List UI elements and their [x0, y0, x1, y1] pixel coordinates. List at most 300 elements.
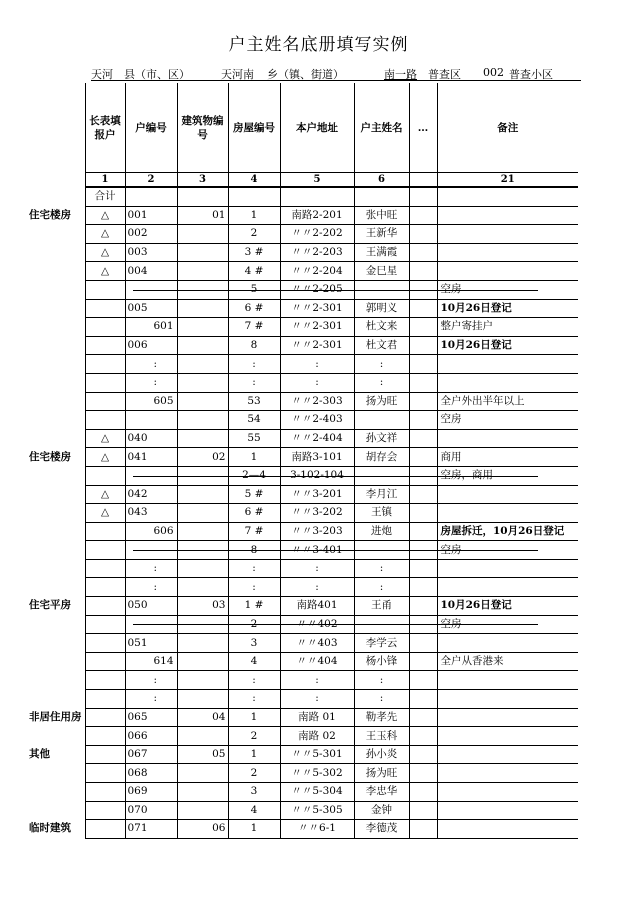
- householder-name: 金巳星: [354, 262, 409, 281]
- household-no: 614: [125, 652, 177, 671]
- table-row: [27, 392, 578, 411]
- address: 〃〃2-203: [280, 243, 354, 262]
- area-prefix: 南一路: [384, 68, 417, 81]
- col-number: 4: [228, 173, 280, 188]
- householder-name: 李月江: [354, 485, 409, 504]
- long-form-mark: [85, 764, 125, 783]
- ellipsis-cell: [409, 708, 437, 727]
- table-row: [27, 597, 578, 616]
- table-row: [27, 448, 578, 467]
- building-no: 02: [177, 448, 228, 467]
- long-form-mark: [85, 671, 125, 690]
- header-row: [27, 83, 578, 173]
- building-no: [177, 225, 228, 244]
- long-form-mark: [85, 336, 125, 355]
- remarks: [437, 504, 578, 523]
- ellipsis-cell: [409, 262, 437, 281]
- ellipsis-cell: [409, 745, 437, 764]
- township-label: 乡（镇、街道）: [267, 68, 344, 81]
- long-form-mark: 合计: [85, 187, 125, 206]
- building-no: [177, 578, 228, 597]
- address: 〃〃6-1: [280, 820, 354, 839]
- address: 南路 02: [280, 727, 354, 746]
- header-householder-name: 户主姓名: [354, 83, 409, 173]
- household-no: 001: [125, 206, 177, 225]
- building-no: [177, 522, 228, 541]
- ellipsis-cell: [409, 206, 437, 225]
- address: 〃〃2-404: [280, 429, 354, 448]
- long-form-mark: [85, 820, 125, 839]
- county-label: 县（市、区）: [124, 68, 190, 81]
- category: [27, 801, 85, 820]
- household-no: 050: [125, 597, 177, 616]
- col-number: [409, 173, 437, 188]
- householder-name: 金钟: [354, 801, 409, 820]
- area-label: 普查区: [428, 68, 461, 81]
- household-register-table: [27, 83, 578, 839]
- building-no: [177, 187, 228, 206]
- table-row: [27, 690, 578, 709]
- long-form-mark: △: [85, 225, 125, 244]
- table-row: [27, 411, 578, 430]
- table-row: [27, 634, 578, 653]
- remarks: 空房: [437, 541, 578, 560]
- col-number: 3: [177, 173, 228, 188]
- householder-name: 孙小炎: [354, 745, 409, 764]
- category: 住宅楼房: [29, 450, 71, 463]
- ellipsis-cell: [409, 299, 437, 318]
- building-no: [177, 634, 228, 653]
- small-area-code: 002: [483, 66, 504, 79]
- ellipsis-cell: [409, 411, 437, 430]
- household-no: 071: [125, 820, 177, 839]
- building-no: [177, 243, 228, 262]
- household-no: [125, 187, 177, 206]
- header-household-no: 户编号: [125, 83, 177, 173]
- householder-name: 杨小锋: [354, 652, 409, 671]
- page-title: 户主姓名底册填写实例: [228, 35, 409, 55]
- ellipsis-cell: [409, 559, 437, 578]
- category: [27, 522, 85, 541]
- household-no: 006: [125, 336, 177, 355]
- address: 〃〃2-204: [280, 262, 354, 281]
- table-row: [27, 764, 578, 783]
- house-no: 4: [228, 801, 280, 820]
- remarks: [437, 820, 578, 839]
- township-name: 天河南: [221, 68, 254, 81]
- category: [27, 485, 85, 504]
- category: 其他: [29, 748, 50, 761]
- remarks: [437, 783, 578, 802]
- ellipsis-cell: [409, 243, 437, 262]
- householder-name: [354, 187, 409, 206]
- ellipsis-cell: [409, 355, 437, 374]
- long-form-mark: [85, 727, 125, 746]
- house-no: 2: [228, 764, 280, 783]
- address: 〃〃3-202: [280, 504, 354, 523]
- house-no: 3: [228, 634, 280, 653]
- table-row: [27, 299, 578, 318]
- household-no: 070: [125, 801, 177, 820]
- category: [27, 299, 85, 318]
- address: 南路 01: [280, 708, 354, 727]
- remarks: [437, 243, 578, 262]
- household-no: :: [125, 690, 177, 709]
- householder-name: 王满霞: [354, 243, 409, 262]
- house-no: 1: [228, 820, 280, 839]
- building-no: [177, 764, 228, 783]
- small-area-label: 普查小区: [509, 68, 553, 81]
- ellipsis-cell: [409, 652, 437, 671]
- address: 南路401: [280, 597, 354, 616]
- householder-name: :: [354, 355, 409, 374]
- long-form-mark: [85, 578, 125, 597]
- address: 〃〃2-301: [280, 299, 354, 318]
- building-no: 03: [177, 597, 228, 616]
- address: 〃〃3-203: [280, 522, 354, 541]
- household-no: :: [125, 559, 177, 578]
- ellipsis-cell: [409, 783, 437, 802]
- house-no: :: [228, 559, 280, 578]
- house-no: 6 #: [228, 299, 280, 318]
- house-no: 7 #: [228, 522, 280, 541]
- ellipsis-cell: [409, 578, 437, 597]
- household-no: 002: [125, 225, 177, 244]
- category: [27, 262, 85, 281]
- remarks: 整户寄挂户: [437, 318, 578, 337]
- address: 〃〃2-202: [280, 225, 354, 244]
- ellipsis-cell: [409, 522, 437, 541]
- householder-name: 杜文君: [354, 336, 409, 355]
- col-number: 5: [280, 173, 354, 188]
- header-long-form: 长表填报户: [85, 83, 125, 173]
- table-row: [27, 187, 578, 206]
- long-form-mark: [85, 745, 125, 764]
- long-form-mark: [85, 690, 125, 709]
- header-building-no: 建筑物编号: [177, 83, 228, 173]
- address: :: [280, 355, 354, 374]
- building-no: [177, 504, 228, 523]
- table-row: [27, 504, 578, 523]
- table-row: [27, 262, 578, 281]
- category: [27, 690, 85, 709]
- category: 非居住用房: [29, 710, 82, 723]
- remarks: [437, 262, 578, 281]
- remarks: 10月26日登记: [437, 597, 578, 616]
- category: [27, 392, 85, 411]
- building-no: [177, 429, 228, 448]
- category: [27, 373, 85, 392]
- location-line: [91, 66, 581, 81]
- building-no: [177, 262, 228, 281]
- table-row: [27, 429, 578, 448]
- remarks: [437, 559, 578, 578]
- category-header: [27, 83, 85, 173]
- remarks: 商用: [437, 448, 578, 467]
- house-no: 6 #: [228, 504, 280, 523]
- remarks: [437, 578, 578, 597]
- building-no: [177, 411, 228, 430]
- remarks: [437, 206, 578, 225]
- remarks: 全户外出半年以上: [437, 392, 578, 411]
- remarks: [437, 429, 578, 448]
- remarks: [437, 745, 578, 764]
- building-no: [177, 318, 228, 337]
- remarks: [437, 225, 578, 244]
- address: 3-102-104: [280, 466, 354, 485]
- address: 〃〃404: [280, 652, 354, 671]
- household-no: 067: [125, 745, 177, 764]
- house-no: 54: [228, 411, 280, 430]
- ellipsis-cell: [409, 429, 437, 448]
- address: :: [280, 671, 354, 690]
- table-row: [27, 318, 578, 337]
- householder-name: :: [354, 559, 409, 578]
- table-row: [27, 708, 578, 727]
- ellipsis-cell: [409, 485, 437, 504]
- strikethrough-line: [133, 476, 538, 477]
- col-number: 1: [85, 173, 125, 188]
- house-no: :: [228, 690, 280, 709]
- category: [27, 559, 85, 578]
- header-ellipsis: …: [409, 83, 437, 173]
- household-no: 051: [125, 634, 177, 653]
- householder-name: 王玉科: [354, 727, 409, 746]
- household-no: 041: [125, 448, 177, 467]
- ellipsis-cell: [409, 187, 437, 206]
- category: [27, 764, 85, 783]
- householder-name: 孙文祥: [354, 429, 409, 448]
- remarks: 房屋拆迁，10月26日登记: [437, 522, 578, 541]
- table-row: [27, 783, 578, 802]
- table-row: [27, 336, 578, 355]
- house-no: :: [228, 355, 280, 374]
- long-form-mark: △: [85, 262, 125, 281]
- long-form-mark: [85, 355, 125, 374]
- category: [27, 652, 85, 671]
- household-no: 005: [125, 299, 177, 318]
- house-no: 1: [228, 206, 280, 225]
- household-no: :: [125, 373, 177, 392]
- householder-name: 扬为旺: [354, 764, 409, 783]
- household-no: [125, 411, 177, 430]
- building-no: [177, 690, 228, 709]
- house-no: 5: [228, 280, 280, 299]
- ellipsis-cell: [409, 373, 437, 392]
- building-no: [177, 783, 228, 802]
- category-number-cell: [27, 173, 85, 188]
- category: [27, 783, 85, 802]
- table-row: [27, 801, 578, 820]
- householder-name: 王新华: [354, 225, 409, 244]
- householder-name: 李学云: [354, 634, 409, 653]
- house-no: 8: [228, 336, 280, 355]
- remarks: 10月26日登记: [437, 336, 578, 355]
- house-no: 5 #: [228, 485, 280, 504]
- household-no: 068: [125, 764, 177, 783]
- table-row: [27, 522, 578, 541]
- remarks: 空房，商用: [437, 466, 578, 485]
- table-row: [27, 671, 578, 690]
- householder-name: 扬为旺: [354, 392, 409, 411]
- address: 〃〃3-401: [280, 541, 354, 560]
- remarks: 空房: [437, 280, 578, 299]
- ellipsis-cell: [409, 504, 437, 523]
- long-form-mark: [85, 373, 125, 392]
- household-no: 004: [125, 262, 177, 281]
- long-form-mark: △: [85, 429, 125, 448]
- remarks: [437, 764, 578, 783]
- long-form-mark: [85, 652, 125, 671]
- house-no: 7 #: [228, 318, 280, 337]
- long-form-mark: [85, 392, 125, 411]
- address: 〃〃2-303: [280, 392, 354, 411]
- house-no: :: [228, 578, 280, 597]
- remarks: [437, 801, 578, 820]
- long-form-mark: [85, 299, 125, 318]
- building-no: [177, 727, 228, 746]
- house-no: 2: [228, 615, 280, 634]
- address: 〃〃2-403: [280, 411, 354, 430]
- house-no: 3 #: [228, 243, 280, 262]
- remarks: 空房: [437, 411, 578, 430]
- long-form-mark: [85, 801, 125, 820]
- table-row: [27, 243, 578, 262]
- category: [27, 187, 85, 206]
- ellipsis-cell: [409, 764, 437, 783]
- remarks: 空房: [437, 615, 578, 634]
- long-form-mark: [85, 634, 125, 653]
- address: 南路3-101: [280, 448, 354, 467]
- householder-name: 李德茂: [354, 820, 409, 839]
- ellipsis-cell: [409, 671, 437, 690]
- householder-name: :: [354, 578, 409, 597]
- household-no: 043: [125, 504, 177, 523]
- category: 住宅平房: [29, 599, 71, 612]
- remarks: [437, 355, 578, 374]
- household-no: 606: [125, 522, 177, 541]
- household-no: 069: [125, 783, 177, 802]
- table-row: [27, 355, 578, 374]
- strikethrough-line: [133, 290, 538, 291]
- address: 〃〃402: [280, 615, 354, 634]
- long-form-mark: △: [85, 448, 125, 467]
- household-no: 066: [125, 727, 177, 746]
- table-row: [27, 820, 578, 839]
- remarks: [437, 708, 578, 727]
- building-no: [177, 559, 228, 578]
- address: 〃〃2-205: [280, 280, 354, 299]
- ellipsis-cell: [409, 336, 437, 355]
- category: [27, 504, 85, 523]
- category: [27, 429, 85, 448]
- address: 〃〃5-304: [280, 783, 354, 802]
- household-no: 003: [125, 243, 177, 262]
- long-form-mark: △: [85, 485, 125, 504]
- house-no: 1: [228, 708, 280, 727]
- house-no: 3: [228, 783, 280, 802]
- house-no: 53: [228, 392, 280, 411]
- long-form-mark: [85, 466, 125, 485]
- ellipsis-cell: [409, 801, 437, 820]
- ellipsis-cell: [409, 225, 437, 244]
- house-no: 2: [228, 225, 280, 244]
- col-number: 6: [354, 173, 409, 188]
- category: [27, 541, 85, 560]
- householder-name: 进炮: [354, 522, 409, 541]
- householder-name: 胡存会: [354, 448, 409, 467]
- category: [27, 243, 85, 262]
- remarks: [437, 634, 578, 653]
- household-no: 601: [125, 318, 177, 337]
- category: [27, 727, 85, 746]
- remarks: [437, 690, 578, 709]
- county-name: 天河: [91, 68, 113, 81]
- table-row: [27, 727, 578, 746]
- category: [27, 615, 85, 634]
- table-row: [27, 559, 578, 578]
- long-form-mark: [85, 708, 125, 727]
- ellipsis-cell: [409, 690, 437, 709]
- ellipsis-cell: [409, 727, 437, 746]
- householder-name: :: [354, 373, 409, 392]
- category: [27, 578, 85, 597]
- building-no: [177, 355, 228, 374]
- household-no: :: [125, 671, 177, 690]
- householder-name: 张中旺: [354, 206, 409, 225]
- householder-name: :: [354, 671, 409, 690]
- category: [27, 280, 85, 299]
- address: :: [280, 559, 354, 578]
- header-address: 本户地址: [280, 83, 354, 173]
- building-no: 05: [177, 745, 228, 764]
- house-no: 1: [228, 745, 280, 764]
- household-no: :: [125, 355, 177, 374]
- address: 〃〃2-301: [280, 336, 354, 355]
- remarks: 全户从香港来: [437, 652, 578, 671]
- long-form-mark: △: [85, 206, 125, 225]
- category: [27, 318, 85, 337]
- building-no: 06: [177, 820, 228, 839]
- householder-name: [354, 411, 409, 430]
- category: [27, 355, 85, 374]
- address: 〃〃5-301: [280, 745, 354, 764]
- house-no: 8: [228, 541, 280, 560]
- household-no: 065: [125, 708, 177, 727]
- house-no: 1 #: [228, 597, 280, 616]
- building-no: [177, 336, 228, 355]
- building-no: [177, 671, 228, 690]
- household-no: 042: [125, 485, 177, 504]
- house-no: 4 #: [228, 262, 280, 281]
- remarks: [437, 727, 578, 746]
- address: 〃〃5-302: [280, 764, 354, 783]
- building-no: [177, 392, 228, 411]
- category: [27, 671, 85, 690]
- address: 〃〃3-201: [280, 485, 354, 504]
- table-row: [27, 578, 578, 597]
- long-form-mark: [85, 597, 125, 616]
- long-form-mark: △: [85, 504, 125, 523]
- address: :: [280, 373, 354, 392]
- building-no: 04: [177, 708, 228, 727]
- category: [27, 336, 85, 355]
- house-no: 55: [228, 429, 280, 448]
- house-no: 4: [228, 652, 280, 671]
- household-no: 605: [125, 392, 177, 411]
- building-no: [177, 373, 228, 392]
- long-form-mark: [85, 522, 125, 541]
